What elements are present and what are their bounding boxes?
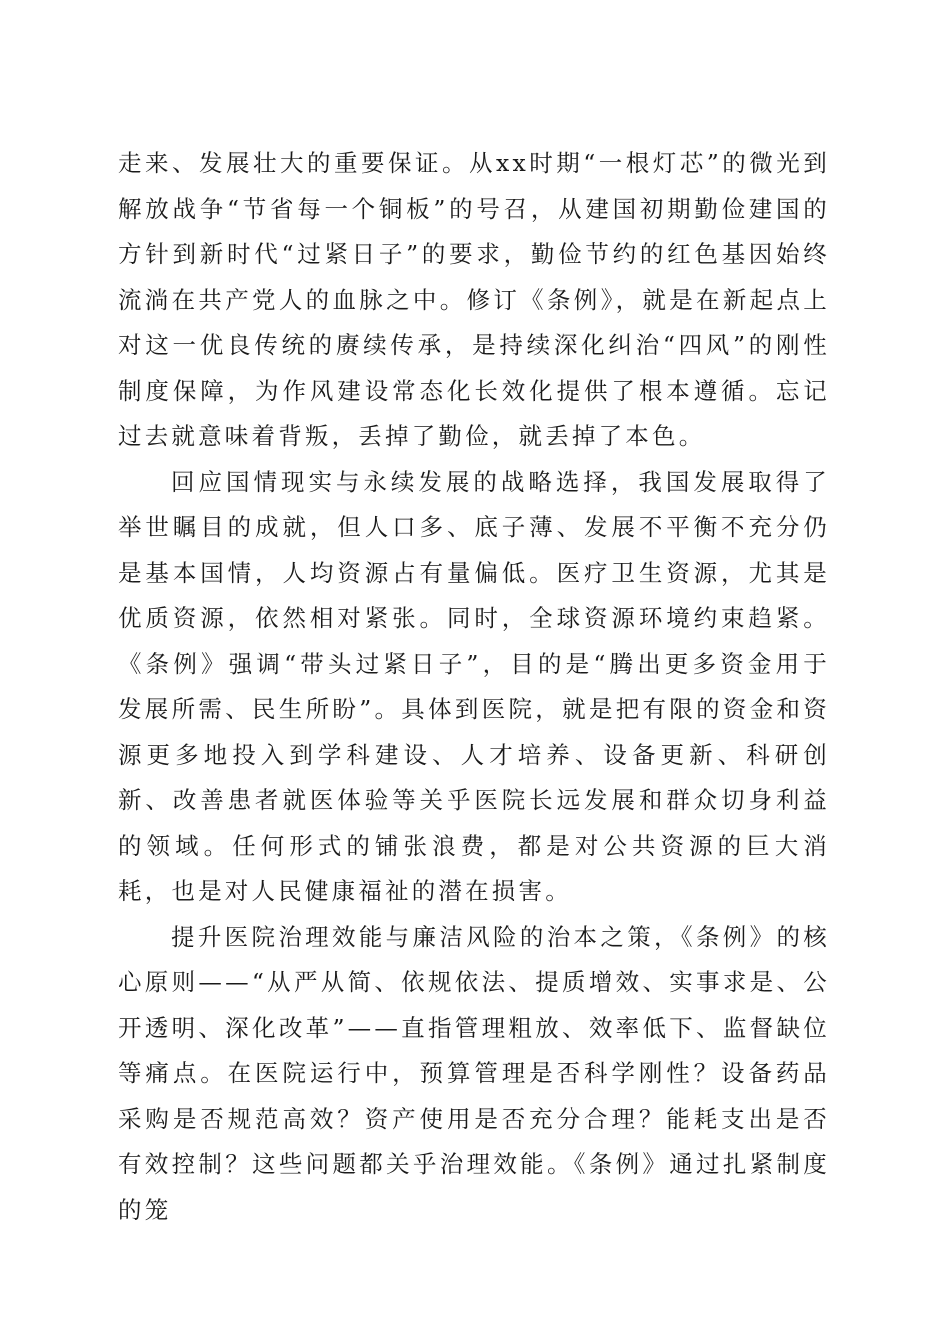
document-body [118,141,830,1233]
paragraph-national-conditions: 回应国情现实与永续发展的战略选择，我国发展取得了举世瞩目的成就，但人口多、底子薄、发展不平衡不充分仍是基本国情，人均资源占有量偏低。医疗卫生资源，尤其是优质资源，依然相对紧张。同时，全球资源环境约束趋紧。《条例》强调“带头过紧日子”，目的是“腾出更多资金用于发展所需、民生所盼”。具体到医院，就是把有限的资金和资源更多地投入到学科建设、人才培养、设备更新、科研创新、改善患者就医体验等关乎医院长远发展和群众切身利益的领域。任何形式的铺张浪费，都是对公共资源的巨大消耗，也是对人民健康福祉的潜在损害。 [118,467,830,905]
paragraph-hospital-governance: 提升医院治理效能与廉洁风险的治本之策，《条例》的核心原则——“从严从简、依规依法、提质增效、实事求是、公开透明、深化改革”——直指管理粗放、效率低下、监督缺位等痛点。在医院运行中，预算管理是否科学刚性？设备药品采购是否规范高效？资产使用是否充分合理？能耗支出是否有效控制？这些问题都关乎治理效能。《条例》通过扎紧制度的笼 [118,922,830,1224]
paragraph-continuation: 走来、发展壮大的重要保证。从xx时期“一根灯芯”的微光到解放战争“节省每一个铜板”的号召，从建国初期勤俭建国的方针到新时代“过紧日子”的要求，勤俭节约的红色基因始终流淌在共产党人的血脉之中。修订《条例》，就是在新起点上对这一优良传统的赓续传承，是持续深化纠治“四风”的刚性制度保障，为作风建设常态化长效化提供了根本遵循。忘记过去就意味着背叛，丢掉了勤俭，就丢掉了本色。 [118,149,830,450]
